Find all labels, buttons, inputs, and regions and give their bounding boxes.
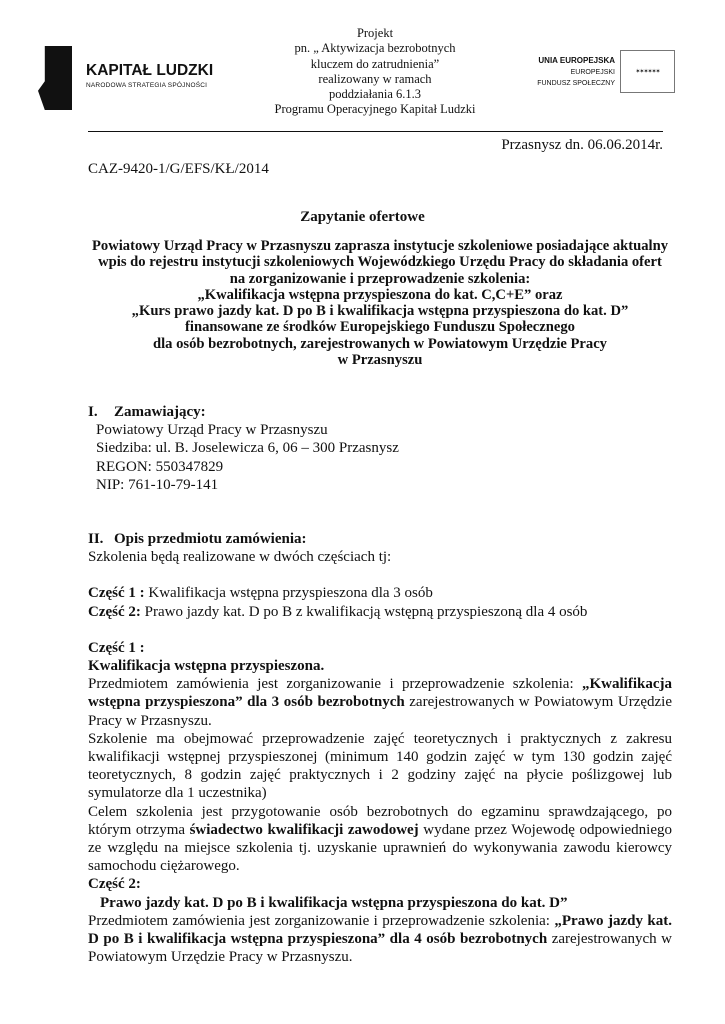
section-lead: Szkolenia będą realizowane w dwóch częściach tj: bbox=[88, 549, 392, 566]
document-title: Zapytanie ofertowe bbox=[300, 209, 425, 225]
intro-line: „Kurs prawo jazdy kat. D po B i kwalifikacja wstępna przyspieszona do kat. D” bbox=[131, 303, 629, 320]
paragraph: Szkolenie ma obejmować przeprowadzenie zajęć teoretycznych i praktycznych z zakresu kwalifikacji wstępnej przyspieszonej (minimum 140 godzin zajęć w tym 130 godzin zajęć teoretycznych, 8 godzin zajęć praktycznych i 2 godziny zajęć na płycie poślizgowej lub symulatorze dla 1 uczestnika) bbox=[88, 730, 672, 802]
part-label: Część 1 : bbox=[88, 585, 145, 602]
header-line: kluczem do zatrudnienia” bbox=[310, 56, 440, 71]
header-line: realizowany w ramach bbox=[318, 71, 432, 86]
bold-text: świadectwo kwalifikacji zawodowej bbox=[189, 821, 419, 838]
paragraph bbox=[88, 912, 672, 967]
text: Celem szkolenia jest przygotowanie osób bezrobotnych do egzaminu sprawdzającego, po którym otrzyma bbox=[88, 803, 672, 838]
intro-line: Powiatowy Urząd Pracy w Przasnyszu zaprasza instytucje szkoleniowe posiadające aktualny bbox=[92, 238, 668, 254]
intro-line: na zorganizowanie i przeprowadzenie szkolenia: bbox=[229, 270, 531, 287]
part-1-heading: Kwalifikacja wstępna przyspieszona. bbox=[88, 658, 325, 675]
part-label: Część 2: bbox=[88, 603, 141, 620]
part-2-heading: Prawo jazdy kat. D po B i kwalifikacja wstępna przyspieszona do kat. D” bbox=[100, 894, 568, 911]
text: wydane przez Wojewodę odpowiedniego ze względu na miejsce szkolenia tj. uzyskanie uprawnień do wykonywania zawodu kierowcy samochodu ciężarowego. bbox=[88, 821, 672, 875]
logo-title: KAPITAŁ LUDZKI bbox=[86, 62, 214, 79]
bold-text: „Kwalifikacja wstępna przyspieszona” dla 3 osób bezrobotnych bbox=[88, 676, 672, 711]
star-logo-icon bbox=[38, 46, 72, 110]
text: Przedmiotem zamówienia jest zorganizowanie i przeprowadzenie szkolenia: bbox=[88, 912, 555, 929]
part-text: Kwalifikacja wstępna przyspieszona dla 3 osób bbox=[144, 585, 433, 602]
text: zarejestrowanych w Powiatowym Urzędzie Pracy w Przasnyszu. bbox=[88, 931, 672, 966]
section-number: I. bbox=[88, 404, 98, 420]
paragraph bbox=[88, 675, 672, 730]
intro-line: wpis do rejestru instytucji szkoleniowych Wojewódzkiego Urzędu Pracy do składania ofert bbox=[98, 254, 662, 271]
text: zarejestrowanych w Powiatowym Urzędzie Pracy w Przasnyszu. bbox=[88, 694, 672, 729]
eu-logo bbox=[505, 50, 675, 95]
eu-line: EUROPEJSKI bbox=[570, 69, 615, 76]
eu-flag-icon: ✶✶✶✶✶✶ bbox=[620, 50, 675, 93]
document-date: Przasnysz dn. 06.06.2014r. bbox=[501, 137, 663, 153]
header-line: poddziałania 6.1.3 bbox=[329, 87, 421, 102]
part-text: Prawo jazdy kat. D po B z kwalifikacją wstępną przyspieszoną dla 4 osób bbox=[140, 603, 588, 620]
part-1-label: Część 1 : bbox=[88, 639, 145, 656]
section-2-heading bbox=[88, 530, 672, 548]
contact-line: Powiatowy Urząd Pracy w Przasnyszu bbox=[96, 422, 328, 439]
section-1-heading bbox=[88, 403, 672, 421]
intro-line: dla osób bezrobotnych, zarejestrowanych w Powiatowym Urzędzie Pracy bbox=[153, 335, 607, 352]
header-line: Programu Operacyjnego Kapitał Ludzki bbox=[274, 102, 476, 117]
intro-block bbox=[80, 238, 680, 368]
paragraph bbox=[88, 803, 672, 876]
intro-line: w Przasnyszu bbox=[337, 352, 423, 369]
eu-line: UNIA EUROPEJSKA bbox=[538, 56, 615, 65]
part-2-label: Część 2: bbox=[88, 876, 141, 893]
contact-line: REGON: 550347829 bbox=[96, 458, 224, 475]
intro-line: „Kwalifikacja wstępna przyspieszona do kat. C,C+E” oraz bbox=[197, 286, 563, 303]
section-title: Opis przedmiotu zamówienia: bbox=[114, 531, 307, 548]
section-title: Zamawiający: bbox=[114, 404, 206, 420]
contact-line: Siedziba: ul. B. Joselewicza 6, 06 – 300 Przasnysz bbox=[96, 440, 399, 457]
part-summary bbox=[88, 584, 672, 602]
intro-line: finansowane ze środków Europejskiego Funduszu Społecznego bbox=[185, 319, 575, 336]
document-body bbox=[88, 403, 672, 966]
part-summary bbox=[88, 603, 672, 621]
text: Przedmiotem zamówienia jest zorganizowanie i przeprowadzenie szkolenia: bbox=[88, 676, 582, 693]
contact-line: NIP: 761-10-79-141 bbox=[96, 476, 219, 493]
eu-line: FUNDUSZ SPOŁECZNY bbox=[537, 80, 615, 87]
header-divider bbox=[88, 131, 663, 132]
reference-number: CAZ-9420-1/G/EFS/KŁ/2014 bbox=[88, 161, 269, 177]
header-line: pn. „ Aktywizacja bezrobotnych bbox=[294, 41, 456, 56]
bold-text: „Prawo jazdy kat. D po B i kwalifikacja wstępna przyspieszona” dla 4 osób bezrobotnych bbox=[88, 912, 672, 948]
logo-subtitle: NARODOWA STRATEGIA SPÓJNOŚCI bbox=[86, 82, 208, 89]
header-line: Projekt bbox=[356, 26, 394, 40]
kapital-ludzki-logo bbox=[38, 46, 238, 116]
project-header bbox=[240, 26, 510, 118]
section-number: II. bbox=[88, 531, 104, 548]
